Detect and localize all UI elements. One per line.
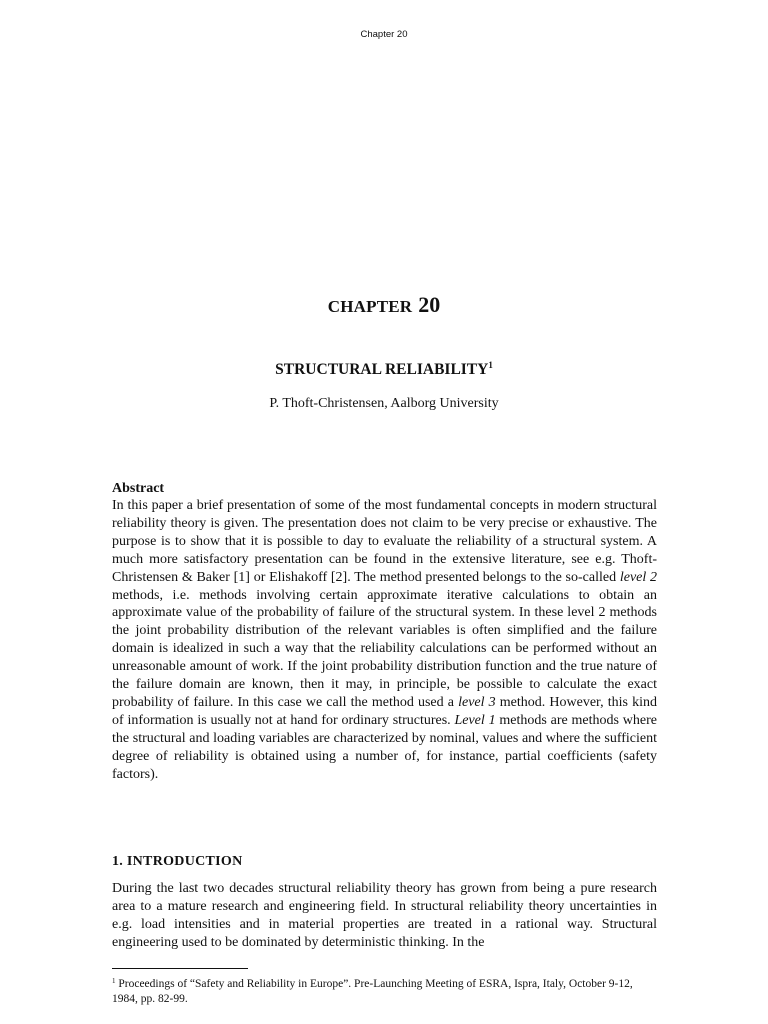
abstract-segment: methods, i.e. methods involving certain approximate iterative calculations to obtain an approximate value of the probability of failure of the structural system. In these level 2 methods the joint probability distribution of the relevant variables is often simplified and the failure domain is idealized in such a way that the reliability calculations can be performed without an unreasonable amount of work. If the joint probability distribution function and the true nature of the failure domain are known, then it may, in principle, be possible to calculate the exact probability of failure. In this case we call the method used a bbox=[112, 587, 657, 710]
abstract-segment: methods are methods where the structural and loading variables are characterized by nominal, values and where the sufficient degree of reliability is obtained using a number of, for instance, partial coefficients (safety factors). bbox=[112, 712, 657, 782]
footnote-mark: 1 bbox=[112, 977, 116, 985]
chapter-title-text: STRUCTURAL RELIABILITY bbox=[275, 361, 489, 378]
abstract-body bbox=[112, 497, 657, 784]
footnote bbox=[112, 974, 657, 1007]
footnote-rule bbox=[112, 968, 248, 969]
chapter-number: 20 bbox=[418, 292, 441, 317]
abstract-heading: Abstract bbox=[112, 481, 165, 496]
abstract-segment-italic: level 2 bbox=[619, 569, 658, 585]
chapter-title bbox=[0, 360, 768, 379]
abstract-segment: In this paper a brief presentation of some of the most fundamental concepts in modern structural reliability theory is given. The presentation does not claim to be very precise or exhaustive. The purpose is to show that it is possible to day to evaluate the reliability of a structural system. A much more satisfactory presentation can be found in the extensive literature, see e.g. Thoft-Christensen & Baker [1] or Elishakoff [2]. The method presented belongs to the so-called bbox=[112, 498, 657, 585]
introduction-body: During the last two decades structural reliability theory has grown from being a pure research area to a mature research and engineering field. In structural reliability theory uncertainties in e.g. load intensities and in material properties are treated in a rational way. Structural engineering used to be dominated by deterministic thinking. In the bbox=[112, 881, 657, 950]
author-line: P. Thoft-Christensen, Aalborg University bbox=[269, 396, 499, 411]
chapter-heading bbox=[0, 292, 768, 318]
footnote-text: Proceedings of “Safety and Reliability in Europe”. Pre-Launching Meeting of ESRA, Ispra, Italy, October 9-12, 1984, pp. 82-99. bbox=[112, 978, 633, 1005]
title-footnote-mark: 1 bbox=[488, 360, 493, 370]
abstract-segment: method. However, this kind of information is usually not at hand for ordinary structures. bbox=[112, 694, 657, 728]
section-heading-introduction: 1. INTRODUCTION bbox=[112, 854, 243, 869]
running-head: Chapter 20 bbox=[360, 29, 408, 40]
abstract-segment-italic: Level 1 bbox=[454, 712, 496, 728]
abstract-segment-italic: level 3 bbox=[458, 694, 496, 710]
chapter-word: CHAPTER bbox=[327, 297, 413, 316]
